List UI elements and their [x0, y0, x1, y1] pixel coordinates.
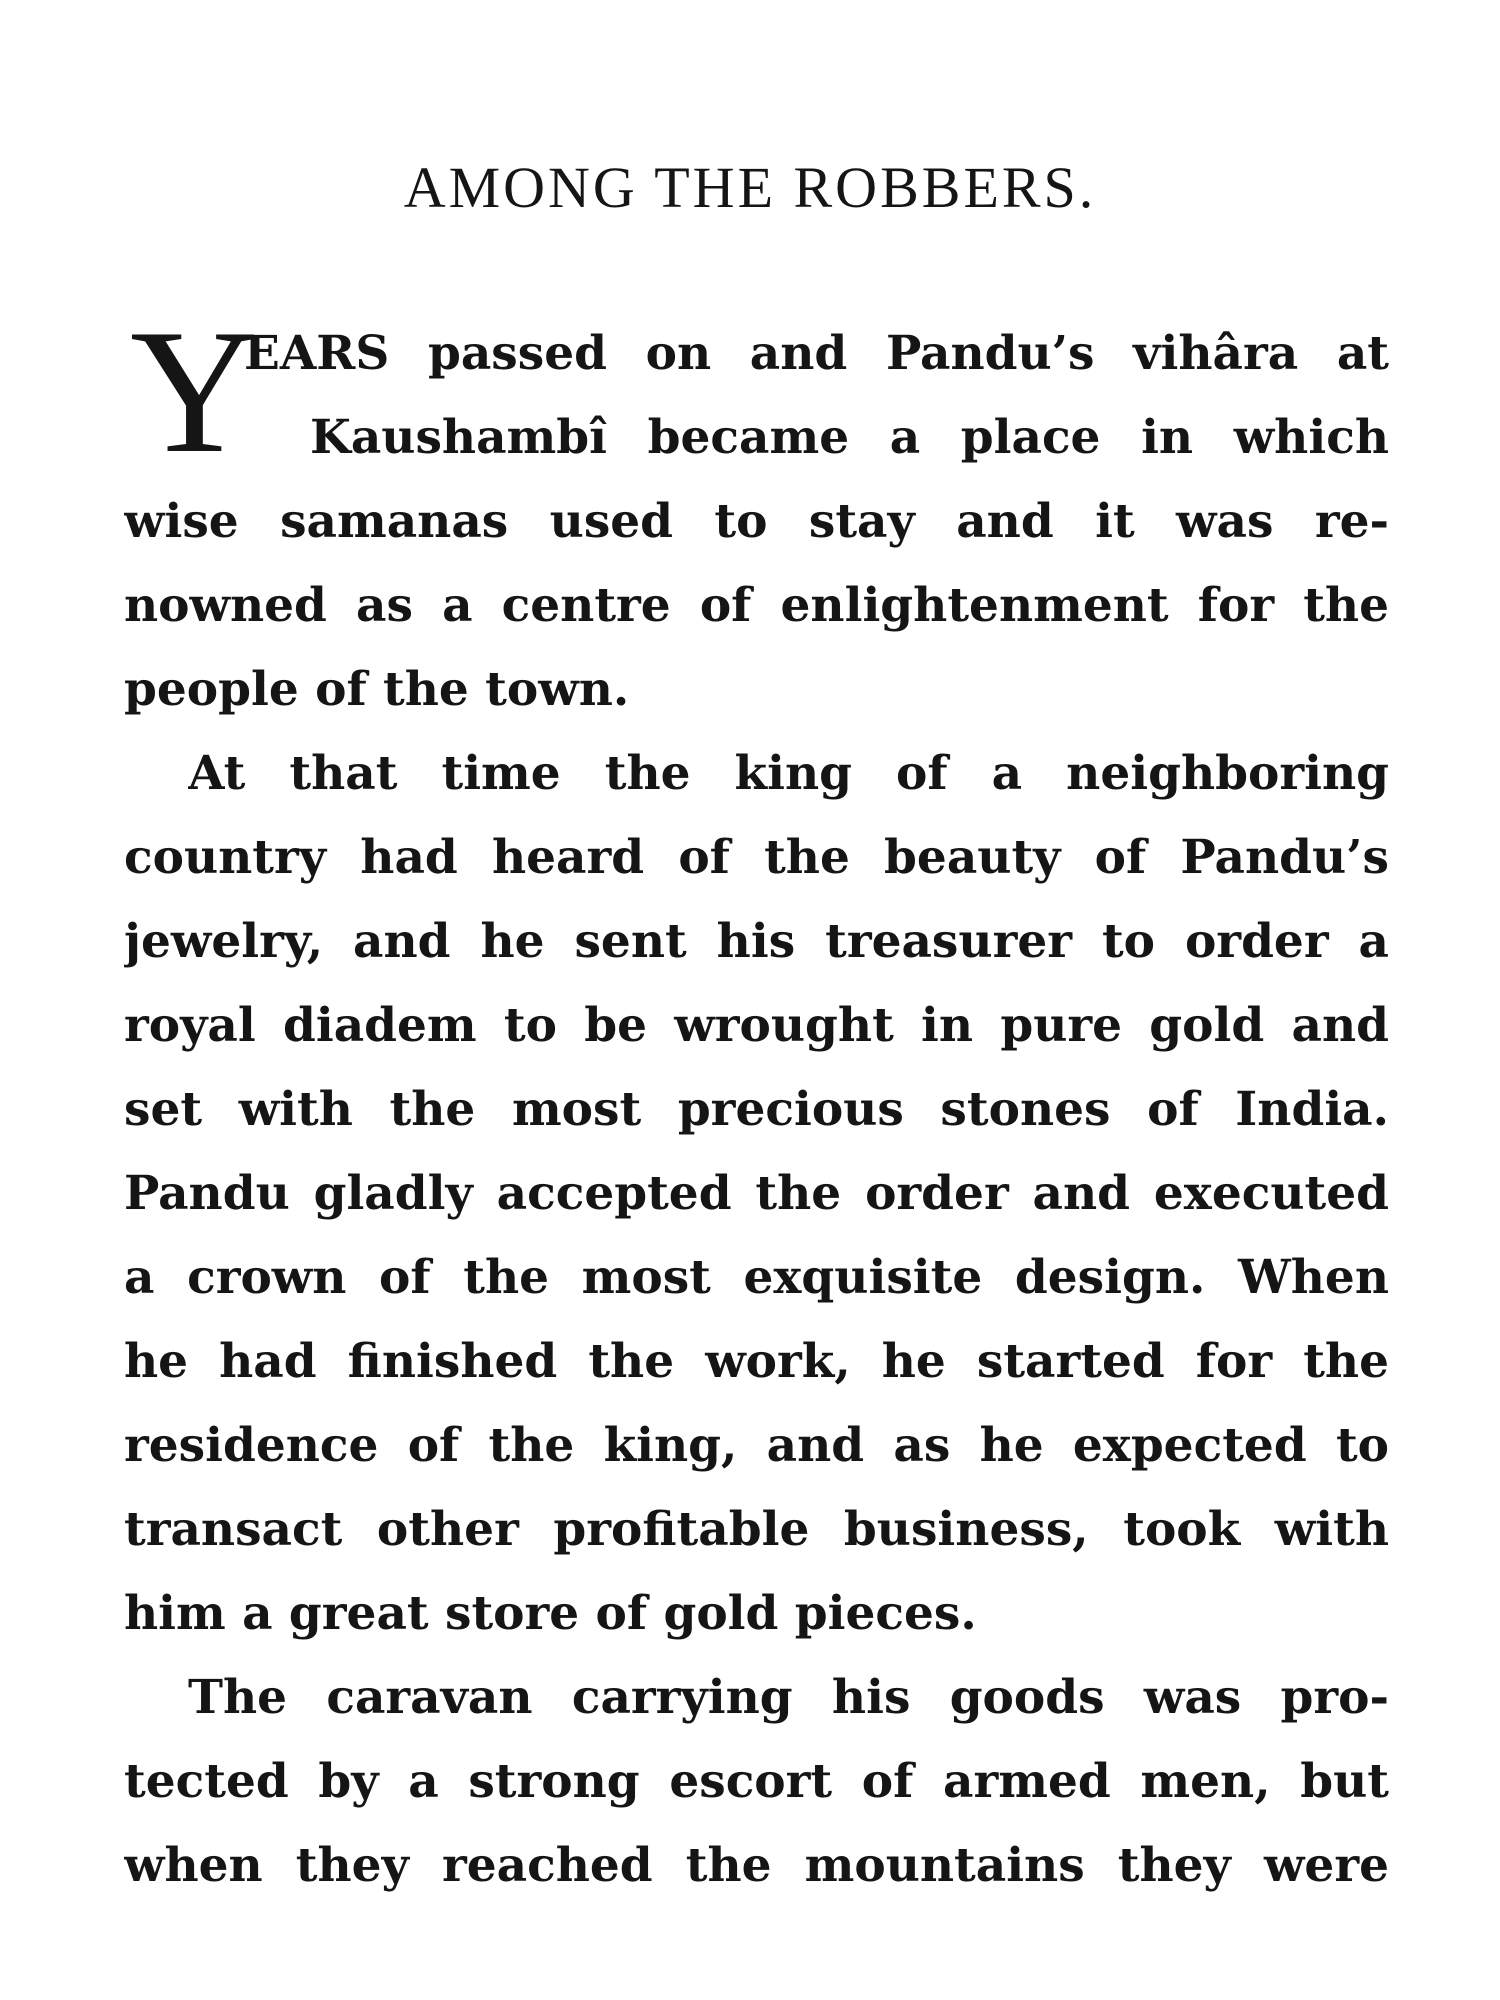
text-line: when they reached the mountains they were: [124, 1838, 1389, 1893]
text-line: Pandu gladly accepted the order and executed: [124, 1166, 1389, 1221]
text-line: nowned as a centre of enlightenment for the: [124, 578, 1389, 633]
chapter-title: AMONG THE ROBBERS.: [403, 155, 1097, 220]
text-line: EARS passed on and Pandu’s vihâra at: [244, 326, 1389, 381]
text-line: people of the town.: [124, 662, 630, 717]
text-line: tected by a strong escort of armed men, but: [124, 1754, 1389, 1809]
text-line: a crown of the most exquisite design. When: [124, 1250, 1389, 1305]
text-line: Kaushambî became a place in which: [310, 410, 1389, 465]
text-line: him a great store of gold pieces.: [124, 1586, 977, 1641]
text-line: The caravan carrying his goods was pro-: [188, 1670, 1389, 1725]
text-line: country had heard of the beauty of Pandu’s: [124, 830, 1389, 885]
text-line: he had finished the work, he started for the: [124, 1334, 1389, 1389]
text-line: royal diadem to be wrought in pure gold and: [124, 998, 1389, 1053]
text-line: At that time the king of a neighboring: [188, 746, 1389, 801]
text-line: wise samanas used to stay and it was re-: [124, 494, 1389, 549]
text-line: set with the most precious stones of India.: [124, 1082, 1389, 1137]
text-line: jewelry, and he sent his treasurer to order a: [124, 914, 1389, 969]
text-line: transact other profitable business, took with: [124, 1502, 1389, 1557]
drop-cap: Y: [130, 292, 259, 490]
text-line: residence of the king, and as he expected to: [124, 1418, 1389, 1473]
